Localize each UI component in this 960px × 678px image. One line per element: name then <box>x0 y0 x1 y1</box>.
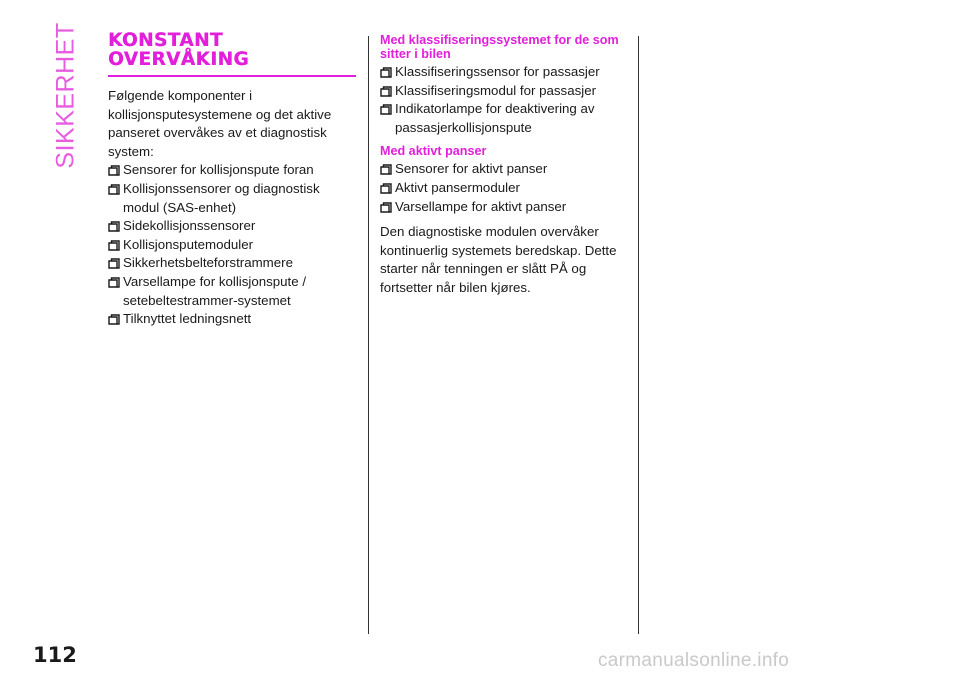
open-box-bullet-icon <box>108 180 121 198</box>
list-item-text: Sidekollisjonssensorer <box>123 218 256 234</box>
column-divider-right <box>638 36 639 634</box>
section-label: SIKKERHET <box>51 21 80 169</box>
open-box-bullet-icon <box>108 161 121 179</box>
open-box-bullet-icon <box>380 179 393 197</box>
spacer <box>380 137 630 144</box>
open-box-bullet-icon <box>380 82 393 100</box>
open-box-bullet-icon <box>108 254 121 272</box>
list-item <box>380 82 630 101</box>
list-item-text: Klassifiseringsmodul for passasjer <box>395 82 597 98</box>
list-item-text: Varsellampe for aktivt panser <box>395 198 567 214</box>
open-box-bullet-icon <box>108 236 121 254</box>
section-title-line2: OVERVÅKING <box>108 49 249 70</box>
list-item <box>380 63 630 82</box>
left-column <box>108 31 358 329</box>
subheading-occupant-classification: Med klassifiseringssystemet for de som sitter i bilen <box>380 33 619 61</box>
list-item <box>380 179 630 198</box>
list-item <box>380 198 630 217</box>
title-underline <box>108 75 356 77</box>
closing-paragraph: Den diagnostiske modulen overvåker kontinuerlig systemets beredskap. Dette starter når tenningen er slått PÅ og fortsetter når bilen kjøres. <box>380 224 617 295</box>
list-item <box>108 161 358 180</box>
list-item-text: Indikatorlampe for deaktivering av passasjerkollisjonspute <box>395 101 595 135</box>
list-item <box>380 160 630 179</box>
watermark: carmanualsonline.info <box>598 650 790 671</box>
open-box-bullet-icon <box>380 63 393 81</box>
list-item-text: Aktivt pansermoduler <box>395 179 520 195</box>
open-box-bullet-icon <box>380 160 393 178</box>
page-number: 112 <box>33 643 77 667</box>
list-item <box>380 100 630 137</box>
list-item <box>108 254 358 273</box>
open-box-bullet-icon <box>108 310 121 328</box>
open-box-bullet-icon <box>380 198 393 216</box>
list-item-text: Sensorer for aktivt panser <box>395 161 548 177</box>
list-item-text: Kollisjonssensorer og diagnostisk modul (SAS-enhet) <box>123 180 320 215</box>
list-item-text: Tilknyttet ledningsnett <box>123 311 252 327</box>
list-item <box>108 310 358 329</box>
list-item-text: Varsellampe for kollisjonspute / setebeltestrammer-systemet <box>123 273 307 308</box>
intro-paragraph: Følgende komponenter i kollisjonsputesystemene og det aktive panseret overvåkes av et diagnostisk system: <box>108 88 332 159</box>
subheading-active-hood: Med aktivt panser <box>380 144 487 159</box>
section-title <box>108 31 358 69</box>
section-tab <box>50 21 82 169</box>
list-item-text: Sensorer for kollisjonspute foran <box>123 162 314 178</box>
list-item <box>108 217 358 236</box>
open-box-bullet-icon <box>380 100 393 118</box>
right-column <box>380 33 630 298</box>
column-divider-left <box>368 36 369 634</box>
spacer <box>380 216 630 223</box>
list-item-text: Klassifiseringssensor for passasjer <box>395 64 600 79</box>
list-item-text: Kollisjonsputemoduler <box>123 236 254 252</box>
open-box-bullet-icon <box>108 273 121 291</box>
section-title-line1: KONSTANT <box>108 30 223 51</box>
list-item <box>108 180 358 217</box>
list-item <box>108 236 358 255</box>
list-item-text: Sikkerhetsbelteforstrammere <box>123 255 293 271</box>
open-box-bullet-icon <box>108 217 121 235</box>
list-item <box>108 273 358 310</box>
